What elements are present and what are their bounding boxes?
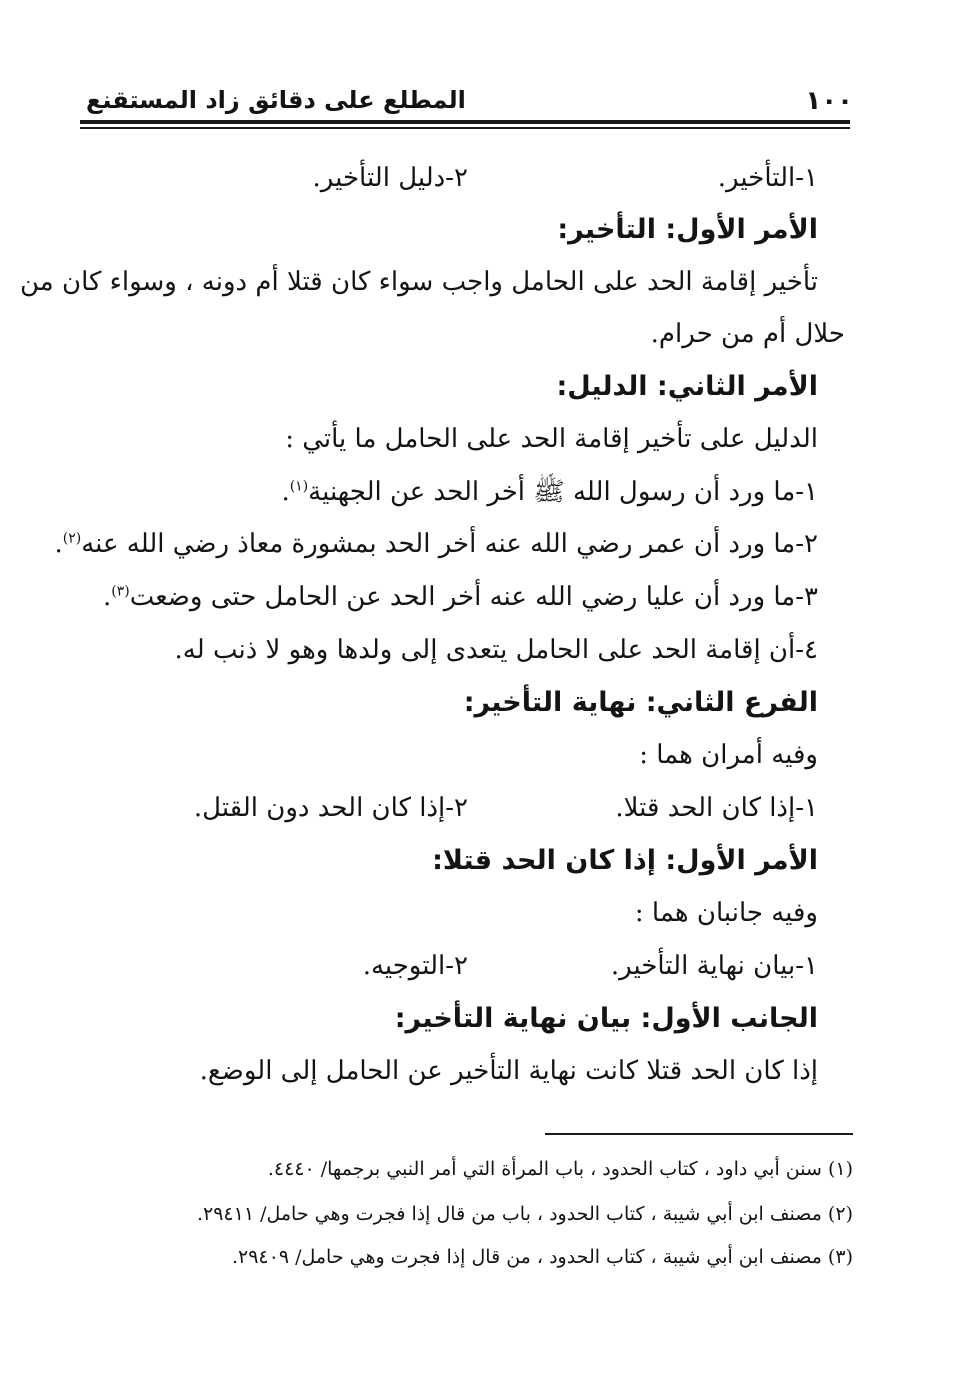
evidence-item-4: ٤-أن إقامة الحد على الحامل يتعدى إلى ولدها وهو لا ذنب له. xyxy=(174,635,818,665)
heading-first-matter: الأمر الأول: التأخير: xyxy=(557,214,818,245)
evidence-intro: الدليل على تأخير إقامة الحد على الحامل ما يأتي : xyxy=(285,424,818,454)
page-number: ١٠٠ xyxy=(805,86,853,116)
footnote-3: (٣) مصنف ابن أبي شيبة ، كتاب الحدود ، من قال إذا فجرت وهي حامل/ ٢٩٤٠٩. xyxy=(231,1246,853,1268)
heading-first-matter-killing: الأمر الأول: إذا كان الحد قتلا: xyxy=(432,845,818,876)
footnote-ref-1: (١) xyxy=(289,478,309,495)
paragraph-1-line-2: حلال أم من حرام. xyxy=(650,319,845,349)
list3-item2: ٢-التوجيه. xyxy=(362,951,468,981)
footnote-separator xyxy=(545,1133,853,1135)
list3-item1: ١-بيان نهاية التأخير. xyxy=(610,951,818,981)
list1-item2: ٢-دليل التأخير. xyxy=(312,163,468,193)
footnote-1: (١) سنن أبي داود ، كتاب الحدود ، باب المرأة التي أمر النبي برجمها/ ٤٤٤٠. xyxy=(267,1158,853,1180)
footnote-2: (٢) مصنف ابن أبي شيبة ، كتاب الحدود ، باب من قال إذا فجرت وهي حامل/ ٢٩٤١١. xyxy=(196,1203,853,1225)
heading-second-matter: الأمر الثاني: الدليل: xyxy=(556,371,818,402)
header-rule-thin xyxy=(80,127,850,129)
list2-item1: ١-إذا كان الحد قتلا. xyxy=(615,793,818,823)
evidence-item-3: ٣-ما ورد أن عليا رضي الله عنه أخر الحد عن الحامل حتى وضعت$^{(٣)}$. xyxy=(103,582,818,612)
list2-item2: ٢-إذا كان الحد دون القتل. xyxy=(193,793,468,823)
footnote-ref-3: (٣) xyxy=(111,583,130,600)
running-header-title: المطلع على دقائق زاد المستقنع xyxy=(86,86,466,114)
header-rule-thick xyxy=(80,120,850,124)
footnote-ref-2: (٢) xyxy=(62,530,82,547)
paragraph-1-line-1: تأخير إقامة الحد على الحامل واجب سواء كان قتلا أم دونه ، وسواء كان من xyxy=(20,267,818,297)
evidence-item-2: ٢-ما ورد أن عمر رضي الله عنه أخر الحد بمشورة معاذ رضي الله عنه$^{(٢)}$. xyxy=(54,529,818,559)
list1-item1: ١-التأخير. xyxy=(717,163,818,193)
two-sides-intro: وفيه جانبان هما : xyxy=(634,898,818,928)
heading-second-branch: الفرع الثاني: نهاية التأخير: xyxy=(463,687,818,718)
final-paragraph: إذا كان الحد قتلا كانت نهاية التأخير عن الحامل إلى الوضع. xyxy=(199,1056,818,1086)
evidence-item-1: ١-ما ورد أن رسول الله ﷺ أخر الحد عن الجهنية$^{(١)}$. xyxy=(281,477,818,507)
heading-first-side: الجانب الأول: بيان نهاية التأخير: xyxy=(394,1003,818,1034)
two-matters-intro: وفيه أمران هما : xyxy=(639,740,818,770)
